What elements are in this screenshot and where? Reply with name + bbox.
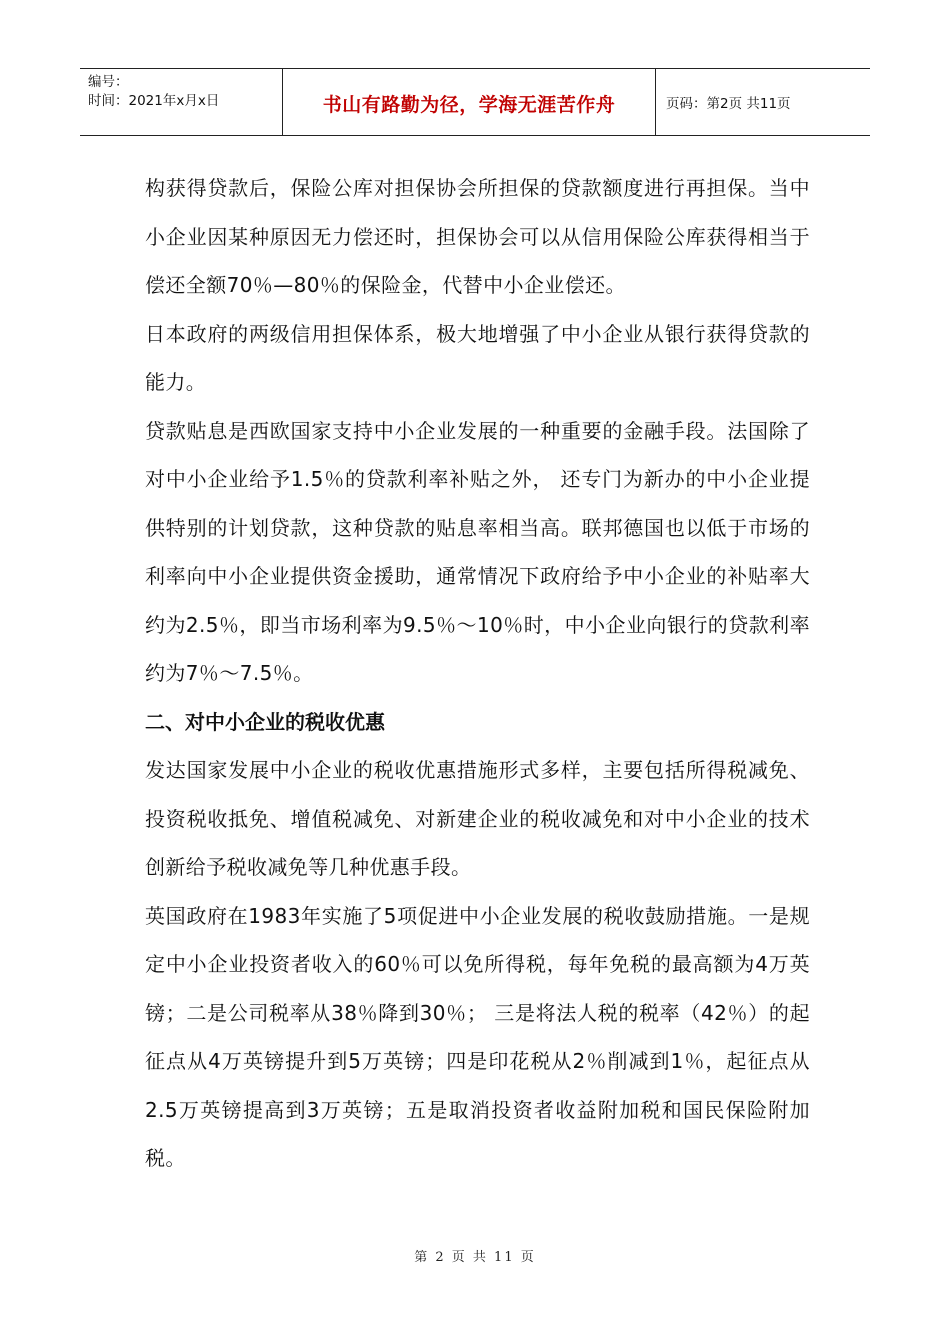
body-paragraph: 贷款贴息是西欧国家支持中小企业发展的一种重要的金融手段。法国除了对中小企业给予1.5％的贷款利率补贴之外， 还专门为新办的中小企业提供特别的计划贷款，这种贷款的贴息率相当高。联邦德国也以低于市场的利率向中小企业提供资金援助，通常情况下政府给予中小企业的补贴率大约为2.5％，即当市场利率为9.5％～10％时，中小企业向银行的贷款利率约为7％～7.5％。 (145, 418, 810, 685)
header-page-number: 页码：第2页 共11页 (666, 96, 791, 112)
header-page-cell (656, 69, 870, 135)
header-meta-cell (80, 69, 283, 135)
header-motto: 书山有路勤为径，学海无涯苦作舟 (322, 93, 616, 116)
document-date-label: 时间：2021年x月x日 (88, 93, 220, 109)
document-header (80, 68, 870, 136)
body-paragraph: 英国政府在1983年实施了5项促进中小企业发展的税收鼓励措施。一是规定中小企业投资者收入的60％可以免所得税，每年免税的最高额为4万英镑；二是公司税率从38％降到30％； 三是将法人税的税率（42％）的起征点从4万英镑提升到5万英镑；四是印花税从2％削减到1％，起征点从2.5万英镑提高到3万英镑；五是取消投资者收益附加税和国民保险附加税。 (145, 903, 810, 1170)
page-footer: 第 2 页 共 11 页 (414, 1250, 536, 1265)
body-paragraph: 发达国家发展中小企业的税收优惠措施形式多样，主要包括所得税减免、投资税收抵免、增值税减免、对新建企业的税收减免和对中小企业的技术创新给予税收减免等几种优惠手段。 (145, 758, 810, 879)
body-paragraph: 日本政府的两级信用担保体系，极大地增强了中小企业从银行获得贷款的能力。 (145, 321, 810, 394)
document-body (145, 164, 810, 1183)
header-motto-cell (283, 69, 656, 135)
section-heading: 二、对中小企业的税收优惠 (145, 709, 385, 734)
document-number-label: 编号： (88, 74, 129, 90)
body-paragraph: 构获得贷款后，保险公库对担保协会所担保的贷款额度进行再担保。当中小企业因某种原因无力偿还时，担保协会可以从信用保险公库获得相当于偿还全额70％—80％的保险金，代替中小企业偿还。 (145, 176, 810, 297)
